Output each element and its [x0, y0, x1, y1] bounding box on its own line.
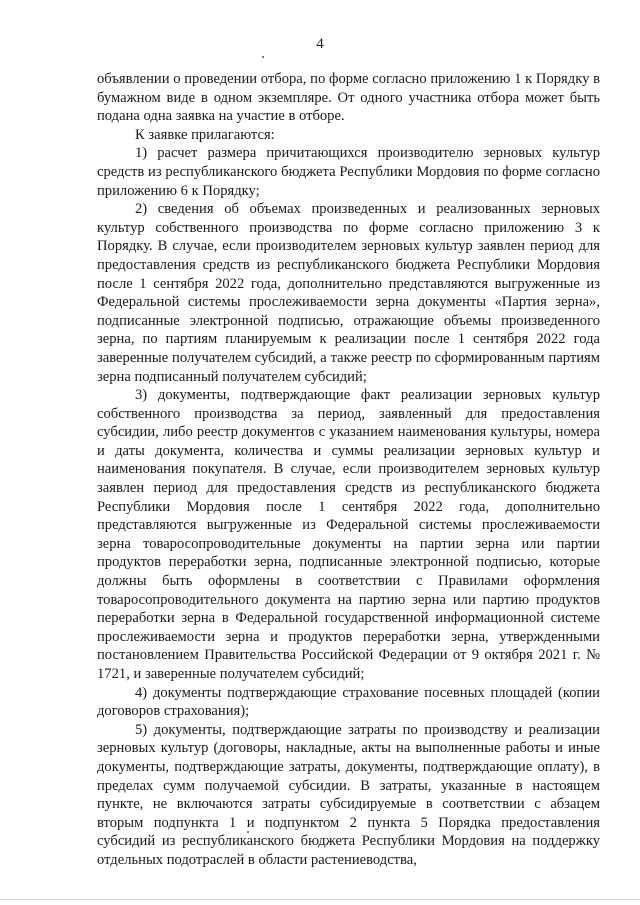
document-body	[97, 70, 600, 870]
paragraph-item-2: 2) сведения об объемах произведенных и реализованных зерновых культур собственного производства по форме согласно приложению 3 к Порядку. В случае, если производителем зерновых культур заявлен период для предоставления средств из республиканского бюджета Республики Мордовия после 1 сентября 2022 года, дополнительно представляются выгруженные из Федеральной системы прослеживаемости зерна документы «Партия зерна», подписанные электронной подписью, отражающие объемы произведенного зерна, по партиям планируемым к реализации после 1 сентября 2022 года заверенные получателем субсидий, а также реестр по сформированным партиям зерна подписанный получателем субсидий;	[97, 201, 600, 385]
paragraph-item-5: 5) документы, подтверждающие затраты по производству и реализации зерновых культур (договоры, накладные, акты на выполненные работы и иные документы, подтверждающие затраты, документы, подтверждающие оплату), в пределах сумм получаемой субсидии. В затраты, указанные в настоящем пункте, не включаются затраты субсидируемые в соответствии с абзацем вторым подпункта 1 и подпунктом 2 пункта 5 Порядка предоставления субсидий из республиканского бюджета Республики Мордовия на поддержку отдельных подотраслей в области растениеводства,	[97, 721, 600, 868]
scan-speck	[262, 56, 264, 58]
paragraph-item-1: 1) расчет размера причитающихся производителю зерновых культур средств из республиканского бюджета Республики Мордовия по форме согласно приложению 6 к Порядку;	[97, 145, 600, 199]
paragraph-item-4: 4) документы подтверждающие страхование посевных площадей (копии договоров страхования);	[97, 684, 600, 720]
scan-edge	[0, 899, 640, 900]
paragraph-attachments-heading: К заявке прилагаются:	[135, 126, 275, 143]
paragraph-application-submission: объявлении о проведении отбора, по форме согласно приложению 1 к Порядку в бумажном виде в одном экземпляре. От одного участника отбора может быть подана одна заявка на участие в отборе.	[97, 71, 600, 125]
page-number: 4	[316, 36, 324, 52]
scan-speck	[247, 831, 249, 833]
paragraph-item-3: 3) документы, подтверждающие факт реализации зерновых культур собственного производства за период, заявленный для предоставления субсидии, либо реестр документов с указанием наименования культуры, номера и даты документа, количества и суммы реализации зерновых культур и наименования покупателя. В случае, если производителем зерновых культур заявлен период для предоставления средств из республиканского бюджета Республики Мордовия после 1 сентября 2022 года, дополнительно представляются выгруженные из Федеральной системы прослеживаемости зерна товаросопроводительные документы на партии зерна или партии продуктов переработки зерна, подписанные электронной подписью, которые должны быть оформлены в соответствии с Правилами оформления товаросопроводительного документа на партию зерна или партию продуктов переработки зерна в Федеральной государственной информационной системе прослеживаемости зерна и продуктов переработки зерна, утвержденными постановлением Правительства Российской Федерации от 9 октября 2021 г. № 1721, и заверенные получателем субсидий;	[97, 387, 600, 682]
